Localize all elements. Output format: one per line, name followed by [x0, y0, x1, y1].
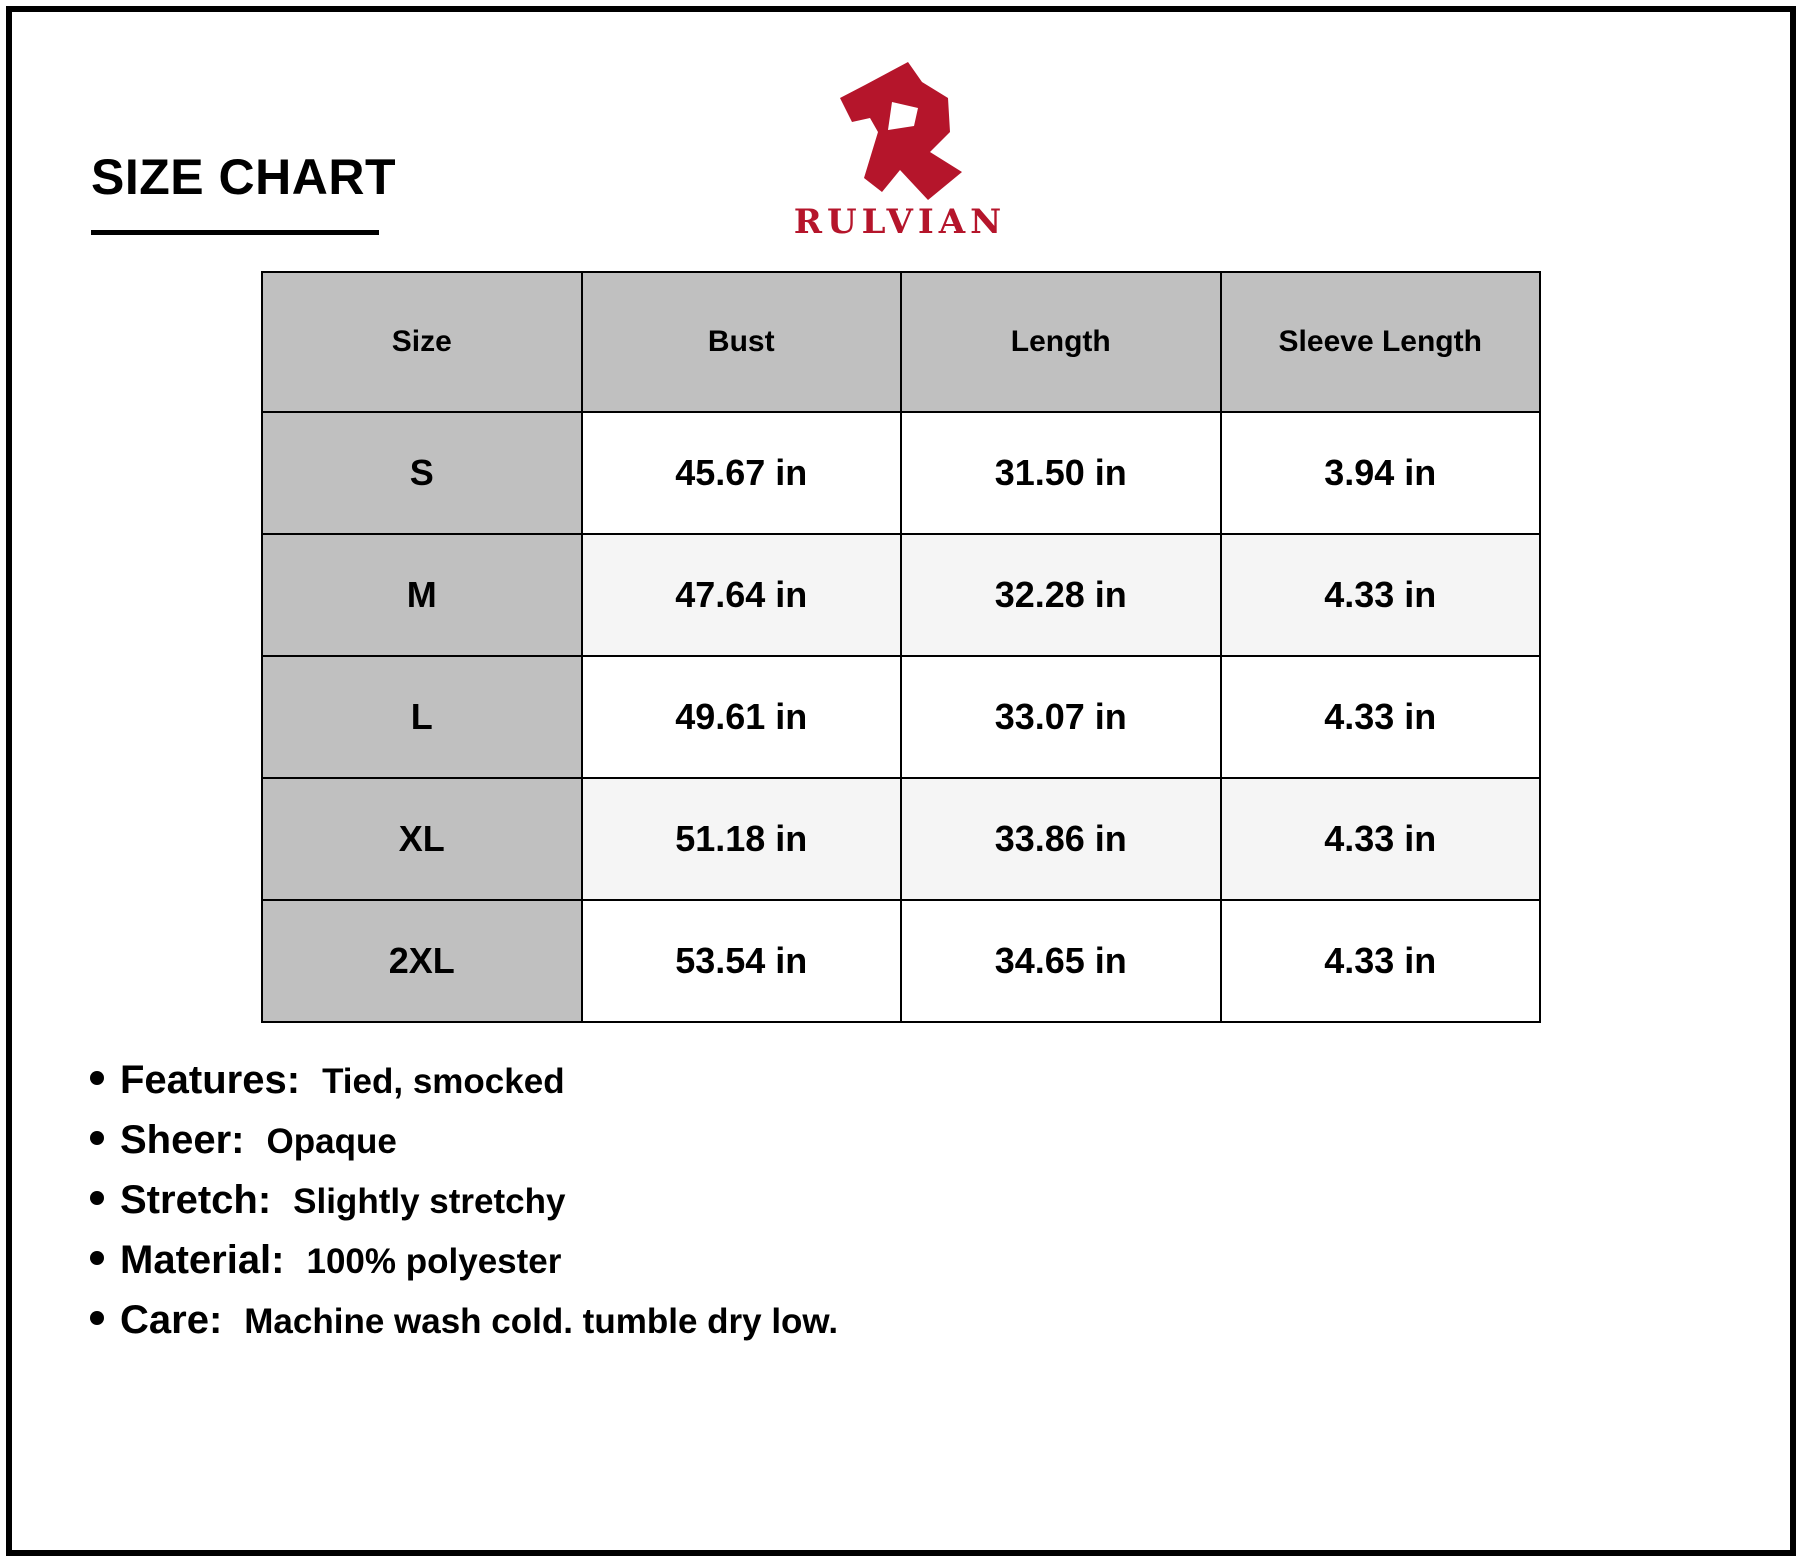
brand-name: RULVIAN — [793, 202, 1007, 242]
list-item — [90, 1178, 838, 1238]
bullet-icon — [90, 1311, 104, 1325]
feature-value: 100% polyester — [306, 1242, 562, 1281]
length-cell: 33.86 in — [901, 778, 1221, 900]
product-features-list — [90, 1058, 838, 1358]
bullet-icon — [90, 1131, 104, 1145]
bullet-icon — [90, 1251, 104, 1265]
size-cell: 2XL — [262, 900, 582, 1022]
sleeve-length-cell: 4.33 in — [1221, 656, 1541, 778]
column-header-sleeve-length: Sleeve Length — [1221, 272, 1541, 412]
feature-label: Features: — [120, 1058, 301, 1102]
bust-cell: 53.54 in — [582, 900, 902, 1022]
bust-cell: 51.18 in — [582, 778, 902, 900]
bust-cell: 45.67 in — [582, 412, 902, 534]
feature-label: Care: — [120, 1298, 223, 1342]
size-cell: L — [262, 656, 582, 778]
column-header-bust: Bust — [582, 272, 902, 412]
sleeve-length-cell: 4.33 in — [1221, 900, 1541, 1022]
title-underline — [91, 230, 379, 235]
feature-label: Sheer: — [120, 1118, 245, 1162]
sleeve-length-cell: 3.94 in — [1221, 412, 1541, 534]
table-row — [262, 900, 1540, 1022]
feature-value: Tied, smocked — [322, 1062, 565, 1101]
feature-value: Slightly stretchy — [293, 1182, 566, 1221]
feature-value: Machine wash cold. tumble dry low. — [244, 1302, 839, 1341]
table-row — [262, 534, 1540, 656]
bust-cell: 47.64 in — [582, 534, 902, 656]
column-header-length: Length — [901, 272, 1221, 412]
column-header-size: Size — [262, 272, 582, 412]
table-row — [262, 778, 1540, 900]
size-cell: XL — [262, 778, 582, 900]
table-row — [262, 412, 1540, 534]
list-item — [90, 1298, 838, 1358]
table-row — [262, 656, 1540, 778]
feature-value: Opaque — [266, 1122, 397, 1161]
length-cell: 31.50 in — [901, 412, 1221, 534]
size-table — [261, 271, 1541, 1023]
length-cell: 33.07 in — [901, 656, 1221, 778]
bullet-icon — [90, 1071, 104, 1085]
list-item — [90, 1238, 838, 1298]
size-cell: M — [262, 534, 582, 656]
size-cell: S — [262, 412, 582, 534]
length-cell: 34.65 in — [901, 900, 1221, 1022]
brand-logo — [780, 60, 1020, 250]
feature-label: Material: — [120, 1238, 285, 1282]
bullet-icon — [90, 1191, 104, 1205]
list-item — [90, 1118, 838, 1178]
sleeve-length-cell: 4.33 in — [1221, 534, 1541, 656]
table-header-row — [262, 272, 1540, 412]
page-title: SIZE CHART — [91, 149, 396, 205]
brand-mark-icon — [830, 60, 970, 200]
list-item — [90, 1058, 838, 1118]
sleeve-length-cell: 4.33 in — [1221, 778, 1541, 900]
bust-cell: 49.61 in — [582, 656, 902, 778]
feature-label: Stretch: — [120, 1178, 272, 1222]
length-cell: 32.28 in — [901, 534, 1221, 656]
